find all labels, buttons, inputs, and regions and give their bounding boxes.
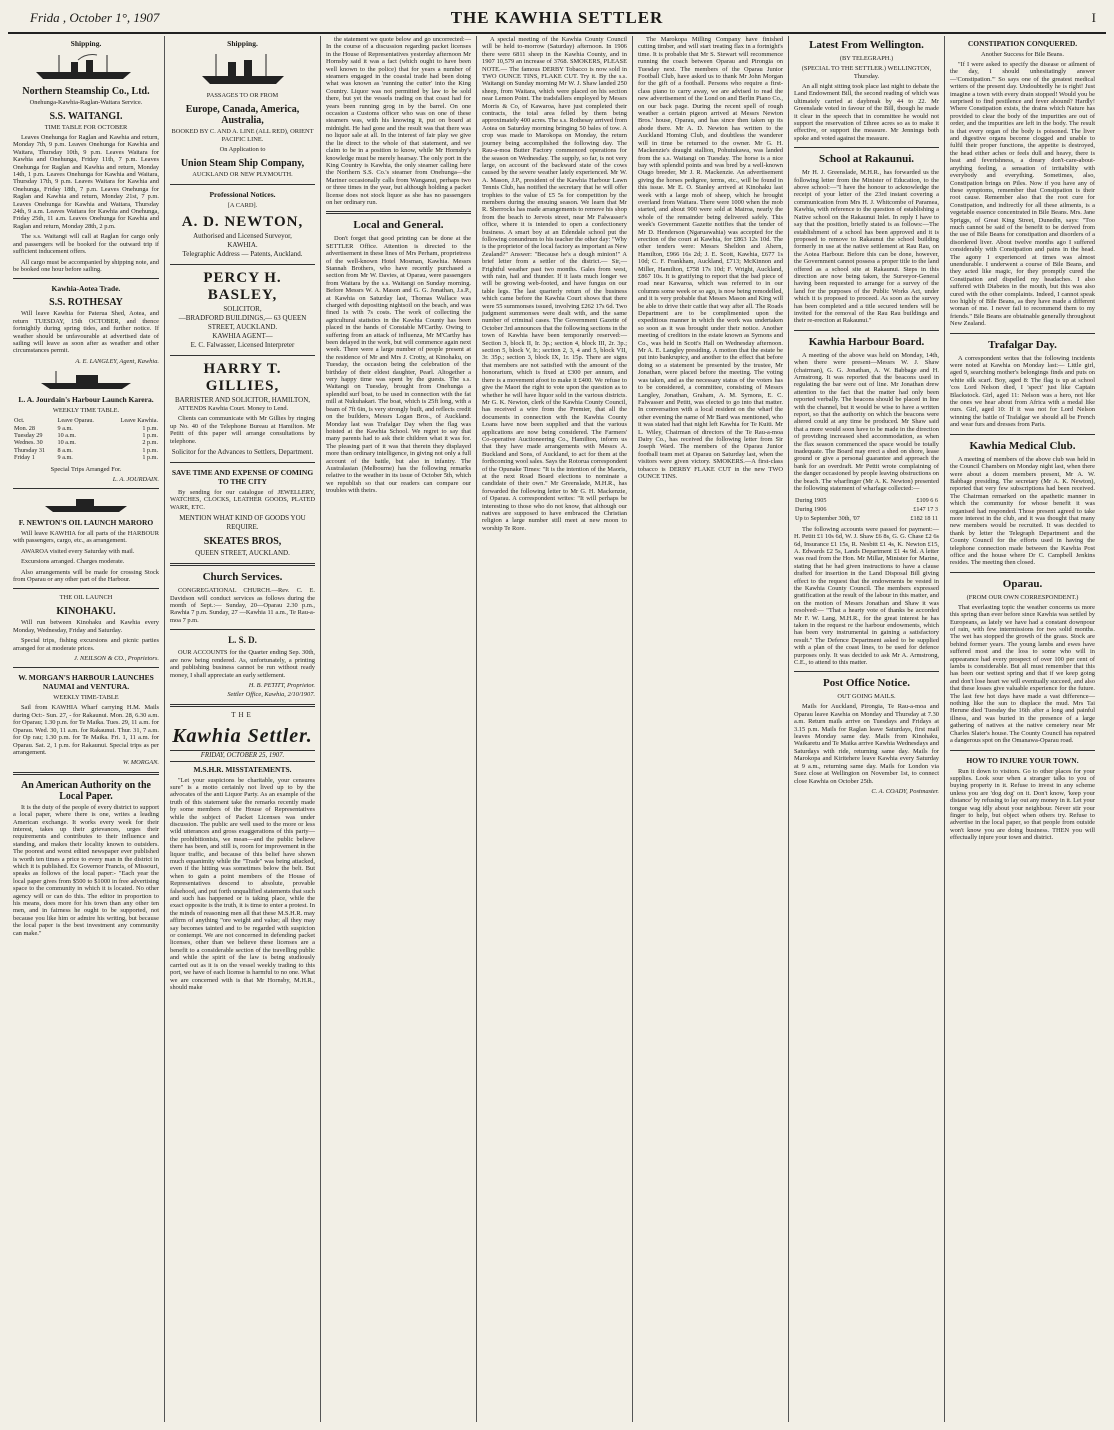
skeates-address: QUEEN STREET, AUCKLAND. <box>195 549 290 558</box>
morgan-timetable-heading: WEEKLY TIME-TABLE <box>53 694 119 702</box>
basley-card-address: —BRADFORD BUILDINGS,— 63 QUEEN STREET, AUCKLAND. <box>178 314 307 331</box>
rothesay-title: S.S. ROTHESAY <box>49 297 123 309</box>
oil-launch-icon <box>41 494 131 514</box>
table-row <box>13 454 159 461</box>
table-cell: 10 a.m. <box>57 431 76 439</box>
local-notes-body: A special meeting of the Kawhia County Council will be held to-morrow (Saturday) afternoon. In 1906 there were 6811 sheep in the Kawhia County, and in 1907 10,579 an increase of 3768. SMOKERS, PLEASE NOTE.— The famous DERBY Tobacco is now sold in TWO OUNCE TINS, FLAKE CUT. Try it. By the s.s. Waitangi on Sunday morning Mr W. J. Shaw landed 250 sheep, from Waitara, which were placed on his section near Lemon Point. The tradsfallers employed by Messrs Morris & Co, of Kawaroa, have just completed their contracts, the total area felled by them being approximately 400 acres. The s.s. Rothesay arrived from Aotea on Saturday morning bringing 50 bales of tow. A crop was made to Marokopa on Monday, the return journey being accomplished the following day. The Rau-a-moa Butter Factory commenced operations for the season on Wednesday. The supply, so far, is not very large, on account of the backward state of the cows caused by the severe weather lately experienced. Mr W. A. Mason, J.P., president of the Kawhia Harbour Lawn Tennis Club, has notified the secretary that he will offer trophies to the value of £5 5s for competition by the members during the ensuing season. We learn that Mr R. Sherrocks has made arrangements to remove his shop from the beach to Jervois street, near Mr Falwasser's office, where it is intended to open a confectionery business. A smart boy at an Edendale school put the following conundrum to his teacher the other day: "Why is the proprietor of the local factory as important as New Zealand?" Answer: "Because he's a dough minion!" A brief letter from a settler of the district.— Sir,— Frightful weather past two months. Gales from west, with rain, hail and thunder. If it lasts much longer we will be growing web-footed, and have fungus on our table legs. The last quarterly return of the business which came before the Kawhia Court shows that there were 55 summonses issued, involving £262 17s 6d. Two judgment summonses were dealt with, and the same number of criminal cases. The Government Gazette of October 3rd announces that the following sections in the town of Kawhia have been temporarily reserved:—Section 3, block II, Ir. 3p.; section 4, block III, 2r. 3p.; section 5, block V, Ir.; section 2, 3, 4 and 5, block VII, 3r. 35p.; section 3, block IX, 1r. 15p. There are signs that members are not satisfied with the amount of the honorarium, which is fixed at £300 per annum, and there is a movement afoot to make it £400. We refuse to give the Maori the right to vote upon the question as to whether he will have liquor sold in the various districts. Mr G. K. Newton, clerk of the Kawhia County Council, has received a wire from the Premier, that all the documents in connection with the Kawhia County Loans have now been supplied and that the various applications are now being considered. The Farmers' Co-operative Auctioneering Co., Hamilton, inform us that they have made arrangements with Messrs A. Buckland and Sons, of Auckland, to act for them at the forthcoming wool sales. Says the Rotorua correspondent of the Opunake Times: "It is the intention of the Maoris, at the next Road Board elections to nominate a candidate of their own." Mr Greenslade, M.H.R., has forwarded the following letter to Mr G. H. Mackenzie, of Oparau. A correspondent writes: "It will perhaps be interesting to those who do not know, that although our natives are supposed to have embraced the Christian religion a large number still meet at new moon to worship Te Rore. <box>482 36 627 532</box>
gillies-card-clients: Clients can communicate with Mr Gillies by ringing up No. 40 of the Telephone Bureau at Hamilton. Mr Petitt of this paper will arrange consultations by telephone. <box>170 415 315 445</box>
divider <box>326 211 471 214</box>
table-cell: £109 6 6 <box>916 496 938 504</box>
ad-passages: PASSAGES TO OR FROM <box>206 92 279 99</box>
table-cell: Mon. 28 <box>14 424 35 432</box>
constipation-heading: CONSTIPATION CONQUERED. <box>967 39 1078 48</box>
divider <box>170 629 315 630</box>
nss-timetable-heading: TIME TABLE FOR OCTOBER <box>44 124 128 131</box>
divider <box>950 572 1095 573</box>
table-cell: 9 a.m. <box>57 454 73 462</box>
table-cell: 9 a.m. <box>57 424 73 432</box>
masthead <box>8 6 1106 34</box>
wellington-telegraph: (BY TELEGRAPH.) <box>839 55 894 62</box>
table-row <box>13 447 159 454</box>
shipping-heading: Shipping. <box>227 39 258 48</box>
table-cell: 1 p.m. <box>142 431 158 439</box>
harbour-board-heading: Kawhia Harbour Board. <box>808 335 925 348</box>
authority-title: An American Authority on the Local Paper. <box>21 779 151 802</box>
newton-card-title: Authorised and Licensed Surveyor, <box>193 232 292 240</box>
table-row <box>13 425 159 432</box>
accounts-body: OUR ACCOUNTS for the Quarter ending Sep. 30th, are now being rendered. As, unfortunately, a printing and publishing business cannot be run without ready money, I shall appreciate an early settlement. <box>170 649 315 679</box>
column-3 <box>320 36 476 1422</box>
wellington-body: An all night sitting took place last night to debate the Land Endowment Bill, the second reading of which was ultimately carried at daybreak by 44 to 22. Mr Greenslade voted in favour of the Bill, though he made it clear in the speech that in committee he would not support the reservation of £three acres so as to make it effective, or support the measure. Mr Jennings both spoke and voted against the measure. <box>794 83 939 142</box>
accounts-office: Settler Office, Kawhia, 2/10/1907. <box>227 691 315 699</box>
table-cell: £182 18 11 <box>910 515 938 523</box>
table-row <box>13 439 159 446</box>
post-office-subheading: OUT GOING MAILS. <box>837 693 896 701</box>
newton-card-name: A. D. NEWTON, <box>181 214 304 230</box>
divider <box>794 330 939 331</box>
aotea-trade-heading: Kawhia-Aotea Trade. <box>51 284 121 294</box>
table-cell: 10 a.m. <box>57 439 76 447</box>
divider <box>170 355 315 356</box>
launch-icon <box>36 369 136 391</box>
divider <box>13 278 159 279</box>
kinohaku-heading: THE OIL LAUNCH <box>59 594 113 602</box>
newton-excursions: Excursions arranged. Charges moderate. <box>21 558 125 566</box>
divider <box>13 588 159 589</box>
masthead-title: THE KAWHIA SETTLER <box>450 8 664 27</box>
table-cell: £147 17 3 <box>913 505 938 513</box>
ad-apply: On Application to <box>219 146 266 153</box>
newton-launch-title: F. NEWTON'S OIL LAUNCH MARORO <box>18 518 154 527</box>
kinohaku-signature: J. NEILSON & CO., Proprietors. <box>74 655 159 663</box>
gillies-card-solicitor: Solicitor for the Advances to Settlers, Department. <box>171 448 314 457</box>
table-header-cell: Oct. <box>14 417 25 425</box>
injure-town-heading: HOW TO INJURE YOUR TOWN. <box>966 755 1079 765</box>
table-row <box>794 496 939 505</box>
post-office-signature: C. A. COADY, Postmaster. <box>871 787 939 795</box>
launch-signature: L. A. JOURDAIN. <box>112 475 159 483</box>
paper-dateline: FRIDAY, OCTOBER 25, 1907. <box>170 750 315 761</box>
newton-launch-body: Will leave KAWHIA for all parts of the HARBOUR with passengers, cargo, etc., as arrangement. <box>13 530 159 545</box>
basley-card-agent: KAWHIA AGENT— <box>212 332 273 340</box>
gillies-card-name: HARRY T. GILLIES, <box>203 361 282 394</box>
local-general-heading: Local and General. <box>353 219 444 232</box>
table-cell: 1 p.m. <box>142 446 158 454</box>
wellington-heading: Latest From Wellington. <box>809 39 924 51</box>
newspaper-columns <box>8 36 1106 1422</box>
editorial-body: "Let your suspicions be charitable, your censures sure" is a motto certainly not lived up to by the advocates of the anti Liquor Party. As an example of the truth of this statement take the remarks recently made by some members of the House of Representatives while the subject of Packet Licenses was under discussion. The public are well used to the more or less wild utterances and gross exaggerations of this party—the prohibitionists, we mean—and the public believe there has been, and still is, room for improvement in the liquor traffic, and because of this belief have shown much equanimity while the "Trade" was being attacked, even if the hitting was sometimes below the belt. But when to gain a point members of the House of Representatives descend to absolute, provable falsehood, and put forth unqualified statements that such and such has happened or is taking place, while the exact opposite is the truth, it is time to enter a protest. In the minds of reasoning men all that these M.S.H.R. may affirm of anything "ore weight and value; all they may say becomes tainted and to be regarded with suspicion or contempt. We are not concerned in defending packet licenses, other than we believe these licenses are a benefit to a considerable section of the travelling public and while the spirit of the law is being studiously carried out as it is on the vessel weekly trading to this port, we have of each license is harmful to no one. What we are concerned with is that Mr Hornsby, M.H.R., should make <box>170 776 315 991</box>
table-cell: 1 p.m. <box>142 424 158 432</box>
column-4 <box>476 36 632 1422</box>
newton-card-telegraph: Telegraphic Address — Patents, Auckland. <box>182 250 303 258</box>
nss-title: Northern Steamship Co., Ltd. <box>22 86 150 97</box>
harbour-board-body: A meeting of the above was held on Monday, 14th, when there were present—Messrs W. J. Shaw (chairman), G. G. Jonathan, A. W. Babbage and H. Armstrong. It was reported that the beacons used in regulating the bar were out of line. Mr Jonathan drew attention to the fact that the matter had only been reported verbally. The beacons should be placed in line with the channel, but it would be wise to have a written report, so that the authority on which the beacons were altered could at any time be produced. Mr Shaw said that a more would soon have to be made in the direction of providing increased shed accommodation, as when the flax season commenced the space would be totally inadequate. The Board may erect a shed on shore, lease ground or give a personal guarantee and approach the bank for an overdraft. Mr Pettit wrote complaining of the danger occasioned by people leaving obstructions on the beach. The wharfinger (Mr A. K. Newton) presented the following statement of wharfage collected:— <box>794 351 939 493</box>
divider <box>170 462 315 463</box>
skeates-heading: SAVE TIME AND EXPENSE OF COMING TO THE CITY <box>171 468 314 487</box>
lsd-heading: L. S. D. <box>228 635 257 646</box>
nss-timetable-body: Leaves Onehunga for Raglan and Kawhia and return, Monday 7th, 9 p.m. Leaves Onehunga for Kawhia and Waitara, Thursday 10th, 9 p.m. Leaves Waitara for Kawhia and Onehunga, Friday 11th, 7 p.m. Leaves Onehunga for Raglan and Kawhia and return, Monday 14th, 1 p.m. Leaves Onehunga for Kawhia and Waitara, Thursday 17th, 9 p.m. Leaves Waitara for Kawhia and Onehunga, Friday 18th, 7 p.m. Leaves Onehunga for Raglan and Kawhia and return, Monday 21st, 7 p.m. Leaves Onehunga for Kawhia and Waitara, Thursday 24th, 9 a.m. Leaves Waitara for Kawhia and Onehunga, Friday 25th, 11 a.m. Leaves Onehunga for Kawhia and Raglan and return, Monday 28th, 2 p.m. <box>13 134 159 230</box>
basley-card-agent-name: E. C. Falwasser, Licensed Interpreter <box>190 341 295 349</box>
church-services-heading: Church Services. <box>202 571 283 584</box>
wellington-special: (SPECIAL TO THE SETTLER.) WELLINGTON, Thursday. <box>801 65 932 80</box>
skeates-name: SKEATES BROS, <box>203 536 282 548</box>
divider <box>950 750 1095 751</box>
divider <box>170 264 315 265</box>
table-header-row <box>13 417 159 424</box>
basley-card-title: SOLICITOR, <box>223 305 262 313</box>
divider <box>170 184 315 185</box>
skeates-mention: MENTION WHAT KIND OF GOODS YOU REQUIRE. <box>179 514 306 532</box>
post-office-body: Mails for Auckland, Pirongia, Te Rau-a-moa and Oparau leave Kawhia on Monday and Thursday at 7.30 a.m. Return mails arrive on Tuesdays and Fridays at 3.15 p.m. Mails for Raglan leave Saturdays, first mail leaves Monday same day. Mails from Kinohaku, Waikaretu and Te Maika arrive Kawhia Wednesdays and Saturdays with ride, returning same day. Mails for Marokopa and Kiritehere leave Kawhia every Saturday at 9 a.m., returning same day. Mails for London via Suez close at Wellington on November 1st, to connect close Kawhia on October 25th. <box>794 703 939 785</box>
gillies-card-title: BARRISTER AND SOLICITOR, HAMILTON, <box>174 396 311 404</box>
medical-club-heading: Kawhia Medical Club. <box>969 439 1076 452</box>
basley-card-name: PERCY H. BASLEY, <box>203 270 282 303</box>
table-row <box>794 514 939 523</box>
table-row <box>13 432 159 439</box>
nss-route: Onehunga-Kawhia-Raglan-Waitara Service. <box>29 99 143 106</box>
divider <box>170 563 315 566</box>
ad-company-sub: AUCKLAND OR NEW PLYMOUTH. <box>192 171 293 178</box>
district-notes-body: The Marokopa Milling Company have finished cutting timber, and will start treating flax in a fortnight's time. It is probable that Mr S. Stewart will recommence running the coach between Oparau and Pirongia on Tuesday next. The members of the Oparau Junior Football Club, have asked us to thank Mr John Morgan for the gift of a football. Persons who require a first-class piano to carry away, we are advised to read the new advertisement of the Lond on and Berlin Piano Co., on our back page. During the recent spell of rough weather a certain pigeon arrived at Messrs Newton Bros.' house, Oparau, and has since then taken up its abode there. Mr A. D. Newton has written to the Auckland Homing Club, and doubtless the wanderer will in time be returned to the owner. Mr G. H. Mackenzie's draught stallion, Pohutukawa, was landed from the s.s. Waitangi on Tuesday. The horse is a nice bay with splendid points and was bred by a well-known Otago breeder, Mr J. R. Mackenzie. An advertisement giving the horses pedigree, terms, etc., will be found in this issue. Mr E. O. Stanley arrived at Kinohaku last week with a large mob of sheep, which he brought overland from Waitara. There were 1000 when the mob started, and about 900 were sold at Mairoa, nearly the whole of the remainder being delivered safely. This week's Government Gazette notifies that the tender of Mr D. Henderson (Ngaruawahia) was accepted for the erection of the court at Kawhia, for £863 12s 10d. The other tenders were: Messrs Sheldon and Ahern, Hamilton, £966 16s 2d; J. E. Scott, Kawhia, £677 1s 10d; C. F. Frankham, Auckland, £713; McKinnon and Miller, Hamilton, £758 17s 10d; F. Wright, Auckland, £867 10s. It is gratifying to report that the bad piece of road near Kawaroa, which was referred to in our columns some week or so ago, is now being remodelled, and it is very probable that Messrs Mason and King will be able to drive their cattle that way after all. The Roads Department are to be complimented upon the expeditious manner in which the work was undertaken so soon as it was brought under their notice. Another meeting of creditors in the estate known as Symons and Co., was held in Scott's Hall on Wednesday afternoon. Mr A. E. Langley presiding. A motion that the estate be put into bankruptcy, and another to the effect that before doing so a statement be presented by the trustee, Mr Jonathan, were placed before the meeting. The voting was taken, and as the necessary status of the voters has to be considered, a committee, consisting of Messrs Langley, Jonathan, Graham, A. M. Symons, E. C. Falwasser and Petitt, was elected to go into that matter. In conversation with a local resident on the wharf the other evening the name of Mr Bard was mentioned, who it was stated had that night left Kawhia for Te Kuiti. Mr L. Wiley, Chairman of directors of the Te Rau-a-moa Dairy Co., has received the following letter from Sir Joseph Ward. The members of the Oparau Junior football team met at Oparau on Saturday last, when the visitors were given victory. SMOKERS.—A first-class tobacco is DERBY FLAKE CUT in the new TWO OUNCE TINS. <box>638 36 783 480</box>
trafalgar-body: A correspondent writes that the following incidents were noted at Kawhia on Monday last:— Little girl, aged 9, searching mother's belongings finds and puts on white silk scarf. Boy, aged 8: The flag is up at school 'cos Lord Nelson died, I 'spect' just like Captain Blackstock. Girl, aged 11: Nelson was a hero, not like the ones we hear about from Africa with a medal like ours. Girl, aged 10: If it was not for Lord Nelson winning the battle of Trafalgar we should all be French and wear furs and dresses from Paris. <box>950 354 1095 429</box>
constipation-subheading: Another Success for Bile Beans. <box>981 51 1064 58</box>
injure-town-body: Run it down to visitors. Go to other places for your supplies. Look sour when a stranger talks to you of buying property in it. Refuse to invest in any scheme unless you are 'dog dog' on it. Don't know, 'keep your distance' by refusing to lay out any money in it. Let your tongue wag idly about your neighbour. Never stir your finger to help, but object when others try. Refuse to advertise in the local paper, so that people from outside won't know you are doing business. THEN you will effectually injure your town and district. <box>950 767 1095 842</box>
trafalgar-heading: Trafalgar Day. <box>988 338 1057 351</box>
table-cell: 2 p.m. <box>142 439 158 447</box>
morgan-title: W. MORGAN'S HARBOUR LAUNCHES NAUMAI and VENTURA. <box>18 673 154 692</box>
divider <box>13 488 159 489</box>
masthead-date: Frida , October 1°, 1907 <box>30 10 160 25</box>
divider <box>794 147 939 148</box>
oparau-heading: Oparau. <box>1002 577 1043 590</box>
constipation-body: "If I were asked to specify the disease or ailment of the day, I should unhesitatingly answer—'Constipation.'" So says one of the greatest medical writers of the present day. Undoubtedly he is right! Just imagine a town with every drain stopped! Would you be surprised to find pestilence and fever abound? Hardly! Where Constipation exists, the drains which Nature has provided to clear the body of the impurities are out of order, and the impurities are left in the body. The result is that every organ of the body is poisoned. The liver and digestive organs become clogged and unable to fulfil their proper functions, the appetite is destroyed, the head either aches or feels dull and heavy, there is heat and feverishness, a dreary don't-care-about-anything feeling, a sensation of irritability with everybody and everything. Sometimes, also, Constipation brings on Piles. Now if you have any of these symptoms, remember that Constipation is their root cause. Remember also that the root cure for Constipation, and indirectly for all these ailments, is a vegetable essence concentrated in Bile Beans. Mrs. Jane Spriggs, of Great King Street, Dunedin, says: "Too much cannot be said of the benefit to be derived from the use of Bile Beans for constipation and disorders of a disordered liver. About twelve months ago I suffered considerably with Constipation and pains in the head. The agony I experienced at times was almost unendurable. I underwent a course of Bile Beans, and they acted like magic, for they promptly cured the Constipation and dispelled my headaches. I also suffered with Diabetes in the mouth, but this was also cured with the other complaints. Indeed, I cannot speak too highly of Bile Beans, as they have made a different woman of me. I never fail to recommend them to my friends." Bile Beans are obtainable generally throughout New Zealand. <box>950 61 1095 328</box>
morgan-body: Sail from KAWHIA Wharf carrying H.M. Mails during Oct:- Sun. 27, - for Rakaunui. Mon. 28, 6.30 a.m. for Oparau; 1.30 p.m. for Te Maika. Tues. 29, 11 a.m. for Oparau. Wed. 30, 11 a.m. for Rakaunui. Thur. 31, 7 a.m. for Op rau; 1.30 p.m. for Te Maika. Fri. 1, 11 a.m. for Oparau. Sat. 2, 1 p.m. for Rakaunui. Special trips as per arrangement. <box>13 704 159 756</box>
table-header-cell: Leave Oparau. <box>57 417 94 425</box>
gillies-card-body: ATTENDS Kawhia Court. Money to Lend. <box>178 405 289 412</box>
table-row <box>794 505 939 514</box>
rothesay-signature: A. E. LANGLEY, Agent, Kawhia. <box>75 357 159 365</box>
paper-title: Kawhia Settler. <box>172 725 313 748</box>
nss-note: The s.s. Waitangi will call at Raglan for cargo only and passengers will be booked for the outward trip if sufficient inducement offers. <box>13 233 159 256</box>
wharfage-table <box>794 496 939 524</box>
nss-cargo-note: All cargo must be accompanied by shipping note, and be booked one hour before sailing. <box>13 258 159 273</box>
kinohaku-special: Special trips, fishing excursions and picnic parties arranged for at moderate prices. <box>13 637 159 652</box>
rakaunui-body: Mr H. J. Greenslade, M.H.R., has forwarded us the following letter from the Minister of Education, to the above school:—"I have the honour to acknowledge the receipt of your letter of the 23rd instant covering a communication from Mrs H. J. Whitcombe of Paramea, Kawhia, with reference to the question of establishing a Native school on the Rakaunui Inlet. In reply I have to say that the position, briefly stated is as follows:—The establishment of a school has been approved and it is proposed to remove to Rakaunui the school building formerly in use at the native settlement at Rau Rau, on the Aotea Harbour. Before this can be done, however, the Government cannot possess a proper title to the land offered as a school site at Rakaunui. Steps in this direction are now being taken, the Surveyor-General having been requested to arrange for a survey of the land for the purposes of the Public Works Act, under which it is proposed to proceed. As soon as the survey has been completed and a title secured tenders will be invited for the removal of the Rau Rau buildings and their re-erection at Rakaunui." <box>794 169 939 325</box>
nss-ship: S.S. WAITANGI. <box>49 111 123 122</box>
rakaunui-heading: School at Rakaunui. <box>818 153 915 166</box>
column-6 <box>788 36 944 1422</box>
table-cell: Tuesday 29 <box>14 431 43 439</box>
divider <box>13 772 159 775</box>
table-cell: 8 a.m. <box>57 446 73 454</box>
church-services-body: CONGREGATIONAL CHURCH.—Rev. C. E. Davidson will conduct services as follows during the month of Sept.:— Sunday, 20—Oparau 2.30 p.m., Rawhia 7 p.m. Sunday, 27 —Kawhia 11 a.m., Te Rau-a-moa 7 p.m. <box>170 587 315 624</box>
table-cell: 1 p.m. <box>142 454 158 462</box>
divider <box>170 704 315 707</box>
kinohaku-name: KINOHAKU. <box>56 606 116 618</box>
column-5 <box>632 36 788 1422</box>
ad-destinations: Europe, Canada, America, Australia, <box>185 104 300 126</box>
column-7 <box>944 36 1100 1422</box>
editorial-heading: M.S.H.R. MISSTATEMENTS. <box>193 764 292 774</box>
steamship-icon <box>198 52 288 88</box>
paper-title-article: THE <box>231 710 254 719</box>
professional-notices-heading: Professional Notices. <box>209 190 276 199</box>
launch-timetable-heading: WEEKLY TIME TABLE. <box>52 407 120 415</box>
local-general-body: Don't forget that good printing can be done at the SETTLER Office. Attention is directed to the advertisement in these lines of Mrs Perham, proprietress of the well-known Hotel Mosman, Kawhia. Messrs Stannah Brothers, who have recently purchased a section from Mr W. Davies, at Oparau, were passengers from Waitara by the s.s. Waitangi on Sunday morning. Before Messrs W. A. Mason and G. G. Jonathan, J.s.P., at Kawhia on Saturday last, Thomas Wallace was charged with depositing nightsoil on the beach, and was fined 1s with 7s costs. The work of collecting the agricultural statistics in the Kawhia County has been placed in the hands of Constable M'Carthy. Owing to suffering from an attack of influenza, Mr M'Carthy has been delayed in the work, but will commence again next week. There were a large number of people present at the residence of Mr and Mrs J. Crotty, at Kinohaku, on Tuesday, the occasion being the celebration of the birthday of their eldest daughter, Pearl. Altogether a very happy time was spent by the guests. The s.s. Waitangi on Tuesday, brought from Onehunga a splendid surf boat, to be used in connection with the fat mill at Nukuhakari. The boat, which is 25ft long, with a beam of 7ft 6in, is very strongly built, and reflects credit on the builders, Messrs Logan Bros., of Auckland. Monday last was Trafalgar Day when the flag was hoisted at the Kawhia School. We regret to say that many parents had to ask their children what it was for. The pleasing part of it was that therein they displayed more than ordinary intelligence, in giving not only a full account of the battle, but also in infantry. The Australasian (Melbourne) has the following remarks relative to the weather in its issue of October 5th, which we republish so that our readers can compare our troubles with theirs. <box>326 235 471 495</box>
launch-title: L. A. Jourdain's Harbour Launch Karera. <box>18 395 154 405</box>
column-2 <box>164 36 320 1422</box>
divider <box>13 667 159 668</box>
newton-stock: Also arrangements will be made for crossing Stock from Oparau or any other part of the Harbour. <box>13 568 159 584</box>
divider <box>950 434 1095 435</box>
harbour-board-body-2: The following accounts were passed for payment:—H. Petitt £1 10s 6d, W. J. Shaw £6 8s, G. G. Chase £2 6s 6d, Insurance £1 15s, R. Nesbitt £1 4s, K. Newton £15, A. Edwards £2 5s, Lands Department £1 4s 9d. A letter was read from the Hon. Mr Millar, Minister for Marine, stating that he had given instructions to have a clause drafted for insertion in the Land Disposal Bill giving effect to the request that the endowments be vested in the Kawhia County Council. The members expressed gratification at the result of the labour in this matter, and on the motion of Messrs Jonathan and Shaw it was resolved:— "That a hearty vote of thanks be accorded Mr F. W. Lang, M.H.R., for the great interest he has taken in the request re the harbour endowments, which has been very instrumental in gaining a satisfactory result." The Defence Department asked to be supplied with a plan of the coast lines, to be used for defence purposes only. It was decided to ask Mr A. Armstrong, C.E., to attend to this matter. <box>794 525 939 667</box>
kinohaku-body: Will run between Kinohaku and Kawhia every Monday, Wednesday, Friday and Saturday. <box>13 619 159 634</box>
ad-company: Union Steam Ship Company, <box>180 158 305 169</box>
launch-special: Special Trips Arranged For. <box>50 465 122 473</box>
post-office-heading: Post Office Notice. <box>822 677 911 690</box>
steamship-icon <box>31 52 141 82</box>
skeates-body: By sending for our catalogue of JEWELLERY, WATCHES, CLOCKS, LEATHER GOODS, PLATED WARE, ETC. <box>170 489 315 511</box>
oparau-body: That everlasting topic the weather concerns us more this spring than ever before since Kawhia was settled by Europeans, as lately we have had a constant downpour of rain, with few intermissions for two solid months. The wet has stopped the growth of the grass. Stock are behind former years. The young lambs and ewes have suffered most and the loss to some who will in appearance had every prospect of over 100 per cent of lambs is considerable. But all must remember that this has been our wettest spring and that if we keep going and don't lose heart we will eventually succeed, and also that these losses give valuable experience for the future. The last few hot days have made a vast difference—nothing like the sun to displace the mud. Mrs Tai Herune died Tuesday the 16th after a long and painful illness, and was buried in the presence of a large gathering of natives at the native cemetery near Mr Charles Slater's house. The County Council has repaired a dangerous spot on the Omanawa-Oparau road. <box>950 603 1095 745</box>
table-header-cell: Leave Kawhia. <box>120 417 158 425</box>
oparau-subheading: (FROM OUR OWN CORRESPONDENT.) <box>966 593 1079 601</box>
table-cell: During 1906 <box>795 505 827 513</box>
divider <box>794 671 939 672</box>
morgan-signature: W. MORGAN. <box>122 759 159 767</box>
shipping-heading: Shipping. <box>70 39 102 48</box>
medical-club-body: A meeting of members of the above club was held in the Council Chambers on Monday night last, when there were about a dozen members present, Mr A. W. Babbage presiding. The secretary (Mr A. K. Newton), reported that very few subscriptions had been received. The Chairman remarked on the apathetic manner in which the community for whose benefit it was organised had responded. Those present agreed to take more interest in the club, and it was thought that many new members would be recruited. It was decided to thank by letter the Telegraph Department and the County Council for the efforts used in having the telephone connection made between the Kawhia Post office and the house where Dr C. Campbell Jenkins resides. The meeting then closed. <box>950 455 1095 567</box>
newton-awaroa: AWAROA visited every Saturday with mail. <box>21 547 135 555</box>
authority-body: It is the duty of the people of every district to support a local paper, where there is one, writes a leading American exchange. It works every week for their interest, takes up their grievances, urges their requirements and contributes to their influence and standing, and makes their locality known to outsiders. The poorest and worst edited newspaper ever published is worth ten times a price to every man in the district in which it is published. Ex Governor Francis, of Missouri, speaks as follows of the local paper:- "Each year the local paper gives from $500 to $1000 in free advertising space to the community in which it is located. No other agency will or can do this. The editor in proportion to his means, does more for his town than any other ten men, and in fairness he ought to be supported, not because you like him or admire his writing, but because the local paper is the best investment any community can make." <box>13 803 159 937</box>
table-cell: During 1905 <box>795 496 827 504</box>
table-cell: Wednes. 30 <box>14 439 43 447</box>
ad-booked: BOOKED BY C. AND A. LINE (ALL RED), ORIENT PACIFIC LINE. <box>171 128 314 143</box>
launch-timetable <box>13 417 159 461</box>
masthead-page-ref: I <box>1091 10 1096 25</box>
newton-card-town: KAWHIA. <box>227 241 258 249</box>
accounts-signature: H. B. PETITT, Proprietor. <box>248 681 315 689</box>
divider <box>950 333 1095 334</box>
table-cell: Thursday 31 <box>14 446 46 454</box>
rothesay-body: Will leave Kawhia for Paterua Shed, Aotea, and return TUESDAY, 15th OCTOBER, and thence fortnightly during spring tides, and further notice. If weather should be unfavourable at advertised date of sailing will leave as soon after as weather and other circumstances permit. <box>13 310 159 355</box>
table-cell: Up to September 30th, '07 <box>795 515 860 523</box>
table-cell: Friday 1 <box>14 454 35 462</box>
card-label: [A CARD]. <box>227 202 258 209</box>
editorial-continued: the statement we quote below and go uncorrected:— In the course of a discussion regarding packet licenses in the House of Representatives yesterday afternoon Mr Hornsby said it was a fact (which ought to have been well known to the police) that for years a number of steamers engaged in the coastal trade had been doing what was known as 'running the cutter' into the King Country. Liquor was not permitted by law to be sold there, but yet the vessels trading on that coast had for years been running grog in by the barrel. On one occasion a Customs officer who was on one of these steamers was, with his knowing it, put on board at midnight. He had gone and the result was that there was no liquor sale at all. In the interest of fair play we give the lie direct to the whole of that statement, and we claim to be in a position to know, while Mr Hornsby's knowledge must be merely hearsay. The only port in the King Country is Kawhia, the only steamer calling here the Northern S.S. Co.'s steamer from Onehunga—the Mariner occasionally calls from Wanganui, perhaps two or three times in the year, but although holding a packet license does not stock liquor as she has no passengers on her ordinary run. <box>326 36 471 206</box>
column-1 <box>8 36 164 1422</box>
